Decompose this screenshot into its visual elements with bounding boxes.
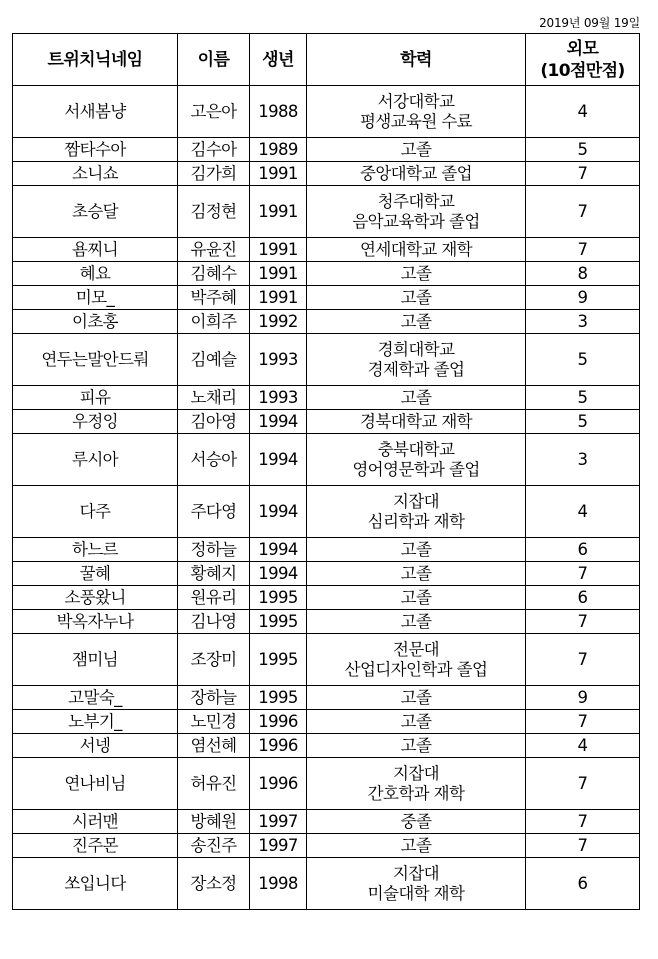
cell-nickname: 하느르 <box>13 538 178 562</box>
cell-nickname: 초승달 <box>13 186 178 238</box>
cell-name: 서승아 <box>178 434 250 486</box>
cell-nickname: 피유 <box>13 386 178 410</box>
cell-nickname: 쏘입니다 <box>13 858 178 910</box>
cell-birth-year: 1992 <box>250 310 307 334</box>
cell-looks-score: 7 <box>526 834 640 858</box>
cell-birth-year: 1994 <box>250 538 307 562</box>
education-line1: 고졸 <box>400 687 432 707</box>
education-line2: 경제학과 졸업 <box>367 359 465 379</box>
cell-education <box>307 138 526 162</box>
cell-nickname: 고말숙_ <box>13 686 178 710</box>
education-line1: 충북대학교 <box>377 439 455 459</box>
table-row <box>13 586 640 610</box>
cell-education <box>307 810 526 834</box>
cell-education <box>307 410 526 434</box>
education-line1: 고졸 <box>400 735 432 755</box>
cell-education <box>307 562 526 586</box>
header-looks-line1: 외모 <box>566 38 599 59</box>
cell-nickname: 노부기_ <box>13 710 178 734</box>
cell-birth-year: 1994 <box>250 486 307 538</box>
cell-nickname: 진주몬 <box>13 834 178 858</box>
cell-looks-score: 7 <box>526 162 640 186</box>
cell-birth-year: 1991 <box>250 238 307 262</box>
cell-name: 장소정 <box>178 858 250 910</box>
cell-looks-score: 7 <box>526 710 640 734</box>
table-body <box>13 86 640 910</box>
cell-looks-score: 5 <box>526 410 640 434</box>
education-line2: 간호학과 재학 <box>367 783 465 803</box>
education-line1: 고졸 <box>400 611 432 631</box>
table-row <box>13 434 640 486</box>
table-row <box>13 386 640 410</box>
cell-nickname: 루시아 <box>13 434 178 486</box>
table-row <box>13 710 640 734</box>
cell-birth-year: 1993 <box>250 334 307 386</box>
table-row <box>13 686 640 710</box>
cell-nickname: 꿀혜 <box>13 562 178 586</box>
cell-nickname: 시러맨 <box>13 810 178 834</box>
table-row <box>13 310 640 334</box>
education-line2: 평생교육원 수료 <box>359 111 473 131</box>
cell-education <box>307 834 526 858</box>
education-line1: 고졸 <box>400 311 432 331</box>
cell-looks-score: 7 <box>526 758 640 810</box>
cell-looks-score: 5 <box>526 386 640 410</box>
cell-nickname: 서새봄냥 <box>13 86 178 138</box>
cell-birth-year: 1988 <box>250 86 307 138</box>
document-date: 2019년 09월 19일 <box>539 16 640 30</box>
cell-education <box>307 686 526 710</box>
education-line1: 고졸 <box>400 587 432 607</box>
cell-birth-year: 1989 <box>250 138 307 162</box>
table-row <box>13 262 640 286</box>
cell-looks-score: 4 <box>526 86 640 138</box>
education-line1: 고졸 <box>400 139 432 159</box>
cell-education <box>307 162 526 186</box>
cell-education <box>307 334 526 386</box>
cell-looks-score: 6 <box>526 858 640 910</box>
streamer-table <box>12 33 640 910</box>
cell-birth-year: 1991 <box>250 186 307 238</box>
cell-looks-score: 7 <box>526 610 640 634</box>
cell-birth-year: 1996 <box>250 758 307 810</box>
cell-name: 황혜지 <box>178 562 250 586</box>
cell-name: 김혜수 <box>178 262 250 286</box>
cell-birth-year: 1991 <box>250 162 307 186</box>
education-line2: 음악교육학과 졸업 <box>352 211 480 231</box>
table-row <box>13 538 640 562</box>
header-education: 학력 <box>307 34 526 86</box>
cell-education <box>307 586 526 610</box>
cell-birth-year: 1995 <box>250 686 307 710</box>
cell-name: 김가희 <box>178 162 250 186</box>
header-looks-line2: (10점만점) <box>540 60 625 81</box>
cell-education <box>307 486 526 538</box>
education-line1: 중졸 <box>400 811 432 831</box>
cell-name: 노채리 <box>178 386 250 410</box>
header-birth-year: 생년 <box>250 34 307 86</box>
cell-nickname: 소니쇼 <box>13 162 178 186</box>
table-row <box>13 858 640 910</box>
table-row <box>13 758 640 810</box>
cell-nickname: 이초홍 <box>13 310 178 334</box>
cell-education <box>307 186 526 238</box>
cell-name: 송진주 <box>178 834 250 858</box>
cell-nickname: 우정잉 <box>13 410 178 434</box>
cell-birth-year: 1997 <box>250 834 307 858</box>
cell-birth-year: 1995 <box>250 610 307 634</box>
cell-birth-year: 1996 <box>250 710 307 734</box>
cell-name: 조장미 <box>178 634 250 686</box>
cell-education <box>307 758 526 810</box>
cell-looks-score: 8 <box>526 262 640 286</box>
cell-looks-score: 3 <box>526 434 640 486</box>
cell-education <box>307 310 526 334</box>
education-line1: 지잡대 <box>392 491 440 511</box>
education-line1: 고졸 <box>400 387 432 407</box>
header-row <box>13 34 640 86</box>
education-line2: 산업디자인학과 졸업 <box>344 659 488 679</box>
table-row <box>13 610 640 634</box>
cell-nickname: 욤찌니 <box>13 238 178 262</box>
cell-name: 염선혜 <box>178 734 250 758</box>
cell-name: 김아영 <box>178 410 250 434</box>
cell-education <box>307 286 526 310</box>
education-line1: 청주대학교 <box>377 191 455 211</box>
cell-education <box>307 610 526 634</box>
table-row <box>13 634 640 686</box>
cell-looks-score: 9 <box>526 286 640 310</box>
cell-education <box>307 734 526 758</box>
education-line1: 연세대학교 재학 <box>359 239 473 259</box>
education-line1: 경희대학교 <box>377 339 455 359</box>
cell-looks-score: 7 <box>526 634 640 686</box>
education-line1: 고졸 <box>400 711 432 731</box>
education-line1: 지잡대 <box>392 863 440 883</box>
cell-name: 방혜원 <box>178 810 250 834</box>
table-row <box>13 834 640 858</box>
cell-education <box>307 238 526 262</box>
cell-name: 고은아 <box>178 86 250 138</box>
cell-birth-year: 1991 <box>250 262 307 286</box>
cell-birth-year: 1991 <box>250 286 307 310</box>
cell-nickname: 짬타수아 <box>13 138 178 162</box>
education-line1: 서강대학교 <box>377 91 455 111</box>
cell-name: 주다영 <box>178 486 250 538</box>
education-line2: 영어영문학과 졸업 <box>352 459 480 479</box>
table-row <box>13 162 640 186</box>
cell-looks-score: 6 <box>526 538 640 562</box>
cell-birth-year: 1994 <box>250 410 307 434</box>
cell-looks-score: 5 <box>526 334 640 386</box>
education-line2: 심리학과 재학 <box>367 511 465 531</box>
table-row <box>13 238 640 262</box>
cell-looks-score: 7 <box>526 810 640 834</box>
cell-education <box>307 386 526 410</box>
cell-name: 허유진 <box>178 758 250 810</box>
header-name: 이름 <box>178 34 250 86</box>
cell-looks-score: 7 <box>526 562 640 586</box>
table-row <box>13 86 640 138</box>
table-row <box>13 286 640 310</box>
cell-name: 이희주 <box>178 310 250 334</box>
cell-education <box>307 858 526 910</box>
cell-nickname: 연두는말안드뤄 <box>13 334 178 386</box>
cell-nickname: 다주 <box>13 486 178 538</box>
cell-looks-score: 5 <box>526 138 640 162</box>
cell-birth-year: 1994 <box>250 562 307 586</box>
cell-nickname: 미모_ <box>13 286 178 310</box>
cell-nickname: 소풍왔니 <box>13 586 178 610</box>
table-row <box>13 186 640 238</box>
cell-birth-year: 1997 <box>250 810 307 834</box>
cell-birth-year: 1994 <box>250 434 307 486</box>
table-row <box>13 486 640 538</box>
cell-nickname: 잼미님 <box>13 634 178 686</box>
cell-name: 김수아 <box>178 138 250 162</box>
cell-education <box>307 262 526 286</box>
table-row <box>13 334 640 386</box>
education-line1: 고졸 <box>400 835 432 855</box>
cell-birth-year: 1993 <box>250 386 307 410</box>
cell-education <box>307 434 526 486</box>
cell-looks-score: 3 <box>526 310 640 334</box>
education-line1: 지잡대 <box>392 763 440 783</box>
education-line1: 경북대학교 재학 <box>359 411 473 431</box>
table-row <box>13 810 640 834</box>
education-line1: 고졸 <box>400 539 432 559</box>
cell-nickname: 박옥자누나 <box>13 610 178 634</box>
header-nickname: 트위치닉네임 <box>13 34 178 86</box>
cell-looks-score: 4 <box>526 734 640 758</box>
cell-education <box>307 538 526 562</box>
cell-name: 장하늘 <box>178 686 250 710</box>
header-looks <box>526 34 640 86</box>
education-line1: 고졸 <box>400 563 432 583</box>
table-row <box>13 562 640 586</box>
table-row <box>13 138 640 162</box>
cell-looks-score: 9 <box>526 686 640 710</box>
cell-education <box>307 86 526 138</box>
education-line1: 전문대 <box>392 639 440 659</box>
cell-birth-year: 1996 <box>250 734 307 758</box>
cell-nickname: 서넹 <box>13 734 178 758</box>
table-row <box>13 410 640 434</box>
education-line1: 고졸 <box>400 263 432 283</box>
cell-name: 정하늘 <box>178 538 250 562</box>
cell-birth-year: 1995 <box>250 634 307 686</box>
cell-name: 박주혜 <box>178 286 250 310</box>
cell-name: 김나영 <box>178 610 250 634</box>
cell-looks-score: 7 <box>526 186 640 238</box>
cell-name: 유윤진 <box>178 238 250 262</box>
table-row <box>13 734 640 758</box>
cell-name: 원유리 <box>178 586 250 610</box>
cell-name: 노민경 <box>178 710 250 734</box>
cell-looks-score: 7 <box>526 238 640 262</box>
cell-birth-year: 1998 <box>250 858 307 910</box>
education-line2: 미술대학 재학 <box>367 883 465 903</box>
education-line1: 중앙대학교 졸업 <box>359 163 473 183</box>
education-line1: 고졸 <box>400 287 432 307</box>
cell-name: 김정현 <box>178 186 250 238</box>
cell-nickname: 연나비님 <box>13 758 178 810</box>
cell-education <box>307 634 526 686</box>
cell-nickname: 혜요 <box>13 262 178 286</box>
cell-name: 김예슬 <box>178 334 250 386</box>
cell-looks-score: 6 <box>526 586 640 610</box>
cell-looks-score: 4 <box>526 486 640 538</box>
cell-education <box>307 710 526 734</box>
cell-birth-year: 1995 <box>250 586 307 610</box>
